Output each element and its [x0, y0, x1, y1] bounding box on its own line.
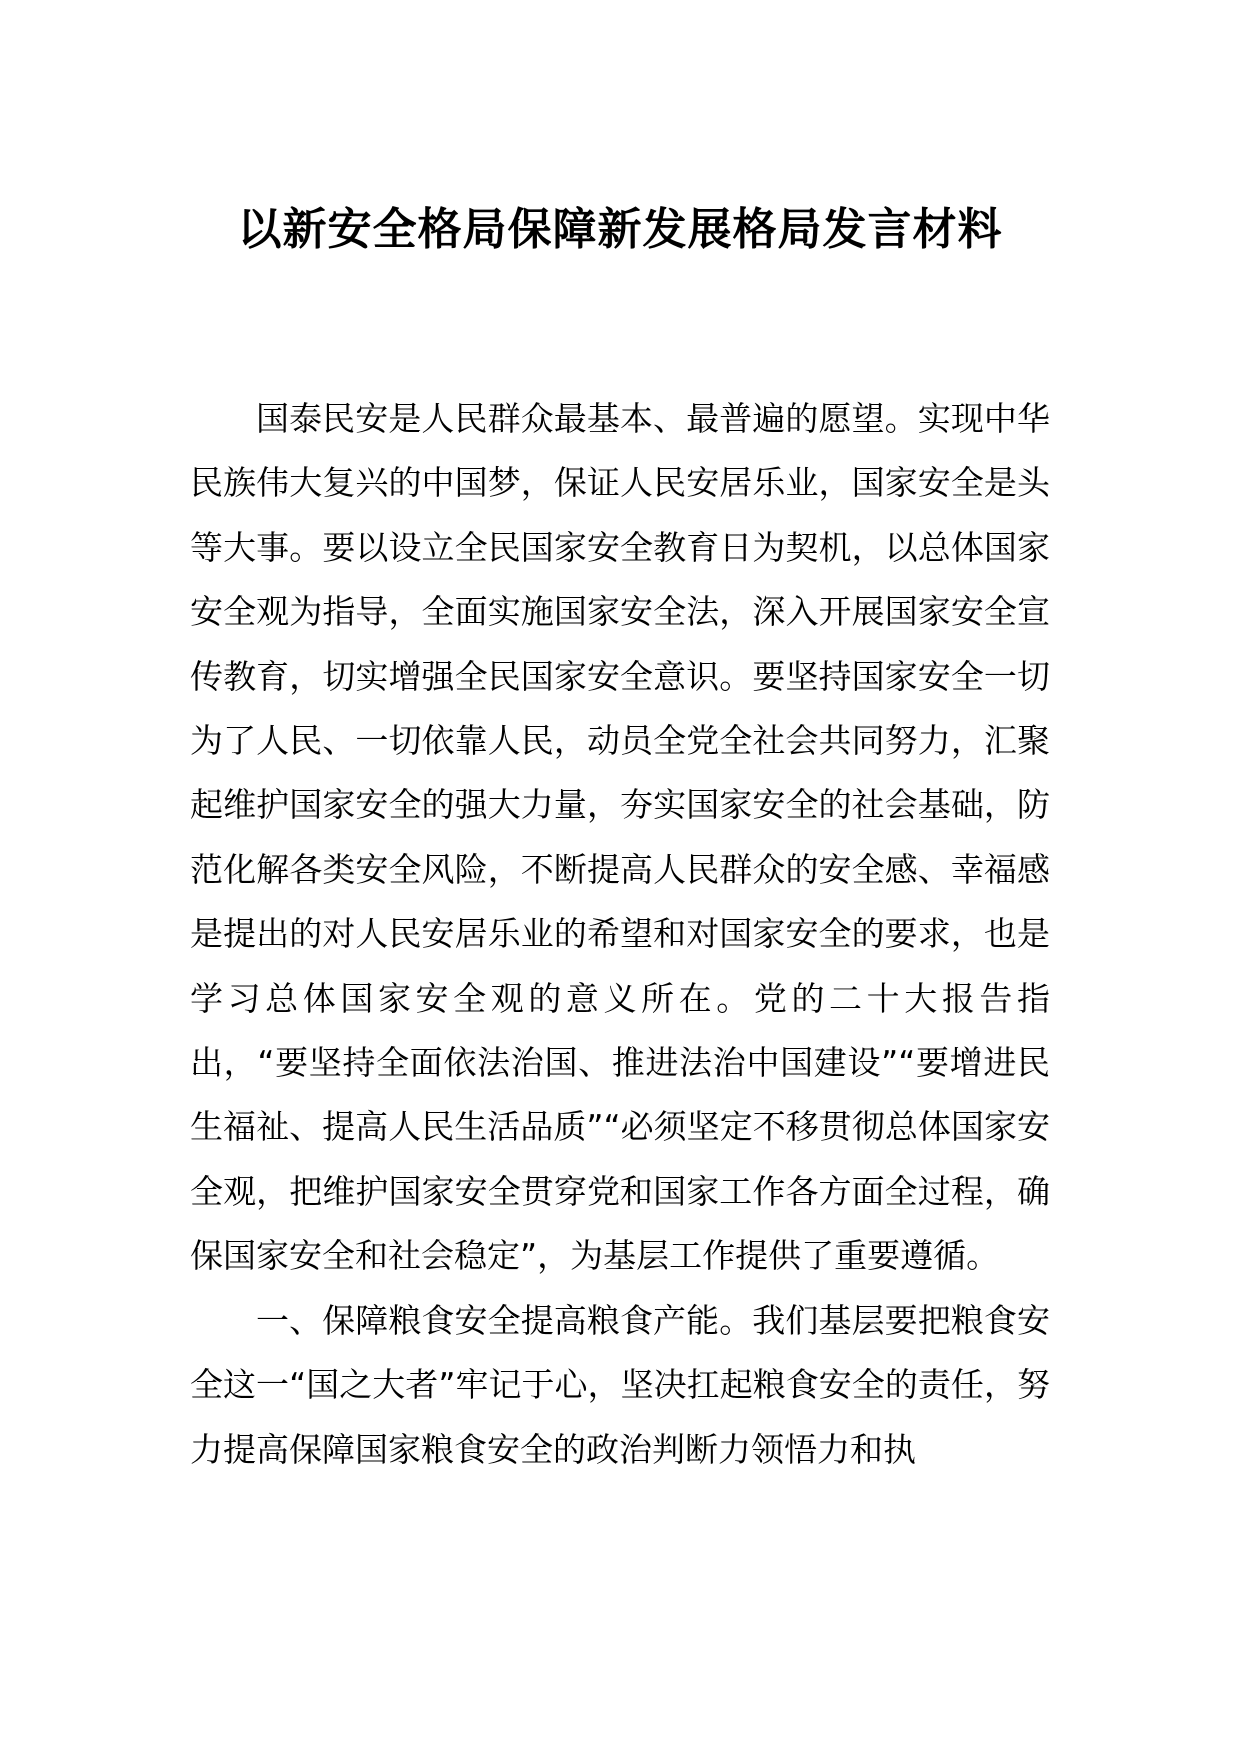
document-body [190, 387, 1050, 1482]
paragraph-intro: 国泰民安是人民群众最基本、最普遍的愿望。实现中华民族伟大复兴的中国梦，保证人民安居乐业，国家安全是头等大事。要以设立全民国家安全教育日为契机，以总体国家安全观为指导，全面实施国家安全法，深入开展国家安全宣传教育，切实增强全民国家安全意识。要坚持国家安全一切为了人民、一切依靠人民，动员全党全社会共同努力，汇聚起维护国家安全的强大力量，夯实国家安全的社会基础，防范化解各类安全风险，不断提高人民群众的安全感、幸福感是提出的对人民安居乐业的希望和对国家安全的要求，也是学习总体国家安全观的意义所在。党的二十大报告指出，“要坚持全面依法治国、推进法治中国建设”“要增进民生福祉、提高人民生活品质”“必须坚定不移贯彻总体国家安全观，把维护国家安全贯穿党和国家工作各方面全过程，确保国家安全和社会稳定”，为基层工作提供了重要遵循。 [190, 399, 1050, 1276]
paragraph-section-one: 一、保障粮食安全提高粮食产能。我们基层要把粮食安全这一“国之大者”牢记于心，坚决扛起粮食安全的责任，努力提高保障国家粮食安全的政治判断力领悟力和执 [190, 1300, 1050, 1469]
document-title: 以新安全格局保障新发展格局发言材料 [237, 204, 1003, 255]
